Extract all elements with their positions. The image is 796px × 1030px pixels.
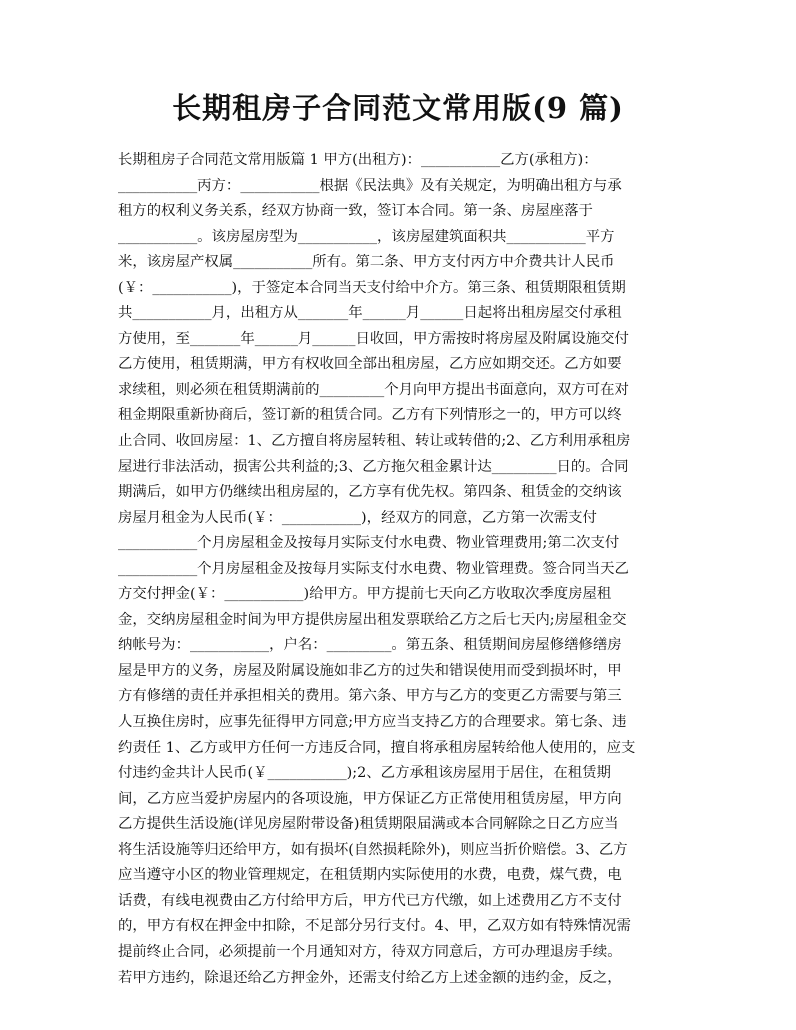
body-line: ___________个月房屋租金及按每月实际支付水电费、物业管理费用;第二次支付 [118, 535, 620, 552]
body-line: 间，乙方应当爱护房屋内的各项设施，甲方保证乙方正常使用租赁房屋，甲方向 [118, 790, 622, 807]
body-line: 租金期限重新协商后，签订新的租赁合同。乙方有下列情形之一的，甲方可以终 [118, 407, 622, 424]
body-line: 纳帐号为：___________，户名：_________。第五条、租赁期间房屋修缮修缮房 [118, 637, 622, 654]
body-line: 屋进行非法活动，损害公共利益的;3、乙方拖欠租金累计达_________日的。合同 [118, 458, 629, 475]
body-line: 方使用，至_______年______月______日收回，甲方需按时将房屋及附属设施交付 [118, 330, 629, 347]
body-line: (￥：___________)，于签定本合同当天支付给中介方。第三条、租赁期限租赁期 [118, 279, 626, 296]
body-line: 期满后，如甲方仍继续出租房屋的，乙方享有优先权。第四条、租赁金的交纳该 [118, 484, 622, 501]
body-line: 止合同、收回房屋：1、乙方擅自将房屋转租、转让或转借的;2、乙方利用承租房 [118, 433, 631, 450]
body-line: 米，该房屋产权属___________所有。第二条、甲方支付丙方中介费共计人民币 [118, 254, 615, 271]
body-line: 方交付押金(￥：___________)给甲方。甲方提前七天向乙方收取次季度房屋租 [118, 586, 612, 603]
body-line: 乙方提供生活设施(详见房屋附带设备)租赁期限届满或本合同解除之日乙方应当 [118, 816, 619, 833]
body-line: 的，甲方有权在押金中扣除，不足部分另行支付。4、甲，乙双方如有特殊情况需 [118, 918, 631, 935]
body-line: 人互换住房时，应事先征得甲方同意;甲方应当支持乙方的合理要求。第七条、违 [118, 714, 627, 731]
body-line: 租方的权利义务关系，经双方协商一致，签订本合同。第一条、房屋座落于 [118, 203, 593, 220]
body-line: 长期租房子合同范文常用版篇 1 甲方(出租方)：___________乙方(承租方)： [118, 152, 598, 168]
body-line: ___________个月房屋租金及按每月实际支付水电费、物业管理费。签合同当天乙 [118, 560, 629, 577]
body-line: 求续租，则必须在租赁期满前的_________个月向甲方提出书面意向，双方可在对 [118, 381, 629, 398]
body-line: 房屋月租金为人民币(￥：___________)，经双方的同意，乙方第一次需支付 [118, 509, 597, 526]
body-line: 共___________月，出租方从_______年______月______日起将出租房屋交付承租 [118, 305, 622, 322]
document-title: 长期租房子合同范文常用版(9 篇) [172, 91, 624, 125]
body-line: 乙方使用，租赁期满，甲方有权收回全部出租房屋，乙方应如期交还。乙方如要 [118, 356, 622, 373]
body-line: 付违约金共计人民币(￥___________);2、乙方承租该房屋用于居住，在租赁期 [118, 765, 611, 782]
document-body [118, 148, 688, 991]
body-line: 若甲方违约，除退还给乙方押金外，还需支付给乙方上述金额的违约金，反之， [118, 969, 622, 986]
body-line: 屋是甲方的义务，房屋及附属设施如非乙方的过失和错误使用而受到损坏时，甲 [118, 662, 622, 679]
body-line: 约责任 1、乙方或甲方任何一方违反合同，擅自将承租房屋转给他人使用的，应支 [118, 739, 636, 756]
body-line: 提前终止合同，必须提前一个月通知对方，待双方同意后，方可办理退房手续。 [118, 943, 622, 960]
body-line: 方有修缮的责任并承担相关的费用。第六条、甲方与乙方的变更乙方需要与第三 [118, 688, 622, 705]
body-line: 应当遵守小区的物业管理规定，在租赁期内实际使用的水费，电费，煤气费，电 [118, 867, 622, 884]
body-line: ___________。该房屋房型为___________，该房屋建筑面积共___________平方 [118, 228, 615, 245]
body-line: 金，交纳房屋租金时间为甲方提供房屋出租发票联给乙方之后七天内;房屋租金交 [118, 611, 627, 628]
body-line: 话费，有线电视费由乙方付给甲方后，甲方代已方代缴，如上述费用乙方不支付 [118, 892, 622, 909]
body-line: ___________丙方：___________根据《民法典》及有关规定，为明确出租方与承 [118, 177, 622, 194]
body-line: 将生活设施等归还给甲方，如有损坏(自然损耗除外)，则应当折价赔偿。3、乙方 [118, 841, 628, 858]
